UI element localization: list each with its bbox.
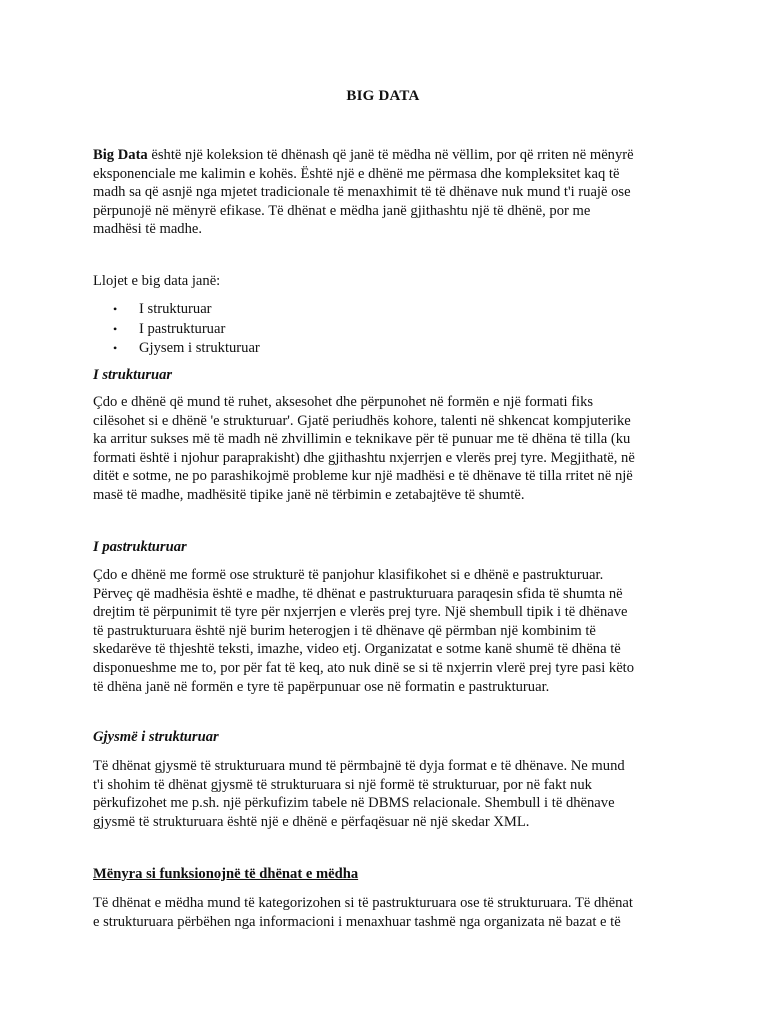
bullet-icon: • xyxy=(113,321,118,336)
document-page xyxy=(93,0,673,1024)
intro-line: është një koleksion të dhënash që janë të mëdha në vëllim, por që rriten në mënyrë xyxy=(147,147,634,163)
intro-line: përpunojë në mënyrë efikase. Të dhënat e mëdha janë gjithashtu një të dhënë, por me xyxy=(93,202,591,219)
section-heading-how-it-works: Mënyra si funksionojnë të dhënat e mëdha xyxy=(93,866,359,882)
page-title: BIG DATA xyxy=(346,88,420,104)
bullet-icon: • xyxy=(113,341,118,355)
unstructured-line: skedarëve të thjeshtë teksti, imazhe, video etj. Organizatat e sotme kanë shumë të dhëna të xyxy=(93,641,621,658)
intro-line: madh sa që asnjë nga mjetet tradicionale të menaxhimit të të dhënave nuk mund t'i ruajë ose xyxy=(93,184,631,201)
bullet-icon: • xyxy=(113,302,118,316)
unstructured-line: Përveç që madhësia është e madhe, të dhënat e pastrukturuara paraqesin sfida të shumta në xyxy=(93,585,623,602)
list-item-label: I strukturuar xyxy=(139,301,212,317)
unstructured-line: Çdo e dhënë me formë ose strukturë të panjohur klasifikohet si e dhënë e pastrukturuar. xyxy=(93,567,604,583)
intro-lead-bold: Big Data xyxy=(93,147,148,163)
list-item-label: I pastrukturuar xyxy=(139,320,226,337)
intro-paragraph xyxy=(93,146,671,239)
list-item xyxy=(113,339,260,359)
structured-line: formati është i njohur paraprakisht) dhe gjithashtu nxjerrjen e vlerës prej tyre. Megjithatë, në xyxy=(93,449,635,466)
semi-line: Të dhënat gjysmë të strukturuara mund të përmbajnë të dyja format e të dhënave. Ne mund xyxy=(93,758,625,774)
section-heading-structured: I strukturuar xyxy=(93,367,173,383)
how-line: e strukturuara përbëhen nga informacioni i menaxhuar tashmë nga organizata në bazat e të xyxy=(93,913,621,930)
semi-structured-paragraph xyxy=(93,757,671,831)
structured-line: Çdo e dhënë që mund të ruhet, aksesohet dhe përpunohet në formën e një formati fiks xyxy=(93,394,594,410)
list-item-label: Gjysem i strukturuar xyxy=(139,340,260,356)
structured-line: masë të madhe, madhësitë tipike janë në tërbimin e zetabajtëve të shumtë. xyxy=(93,486,525,503)
section-heading-unstructured: I pastrukturuar xyxy=(93,539,187,555)
list-item xyxy=(113,300,260,320)
types-intro: Llojet e big data janë: xyxy=(93,273,221,289)
unstructured-line: të pastrukturuara është një burim heterogjen i të dhënave që përmban një kombinim të xyxy=(93,622,596,639)
structured-line: ditët e sotme, ne po parashikojmë probleme kur një madhësi e të dhënave të tilla rritet në një xyxy=(93,468,633,485)
how-line: Të dhënat e mëdha mund të kategorizohen si të pastrukturuara ose të strukturuara. Të dhënat xyxy=(93,895,633,911)
types-list xyxy=(113,300,260,359)
intro-line: madhësi të madhe. xyxy=(93,221,203,238)
unstructured-paragraph xyxy=(93,566,671,696)
unstructured-line: disponueshme me to, por për fat të keq, ato nuk dinë se si të nxjerrin vlerë prej tyre pasi këto xyxy=(93,659,635,676)
semi-line: përkufizohet me p.sh. një përkufizim tabele në DBMS relacionale. Shembull i të dhënave xyxy=(93,795,615,812)
semi-line: t'i shohim të dhënat gjysmë të strukturuara si një formë të strukturuar, por në fakt nuk xyxy=(93,776,592,793)
unstructured-line: të dhëna janë në formën e tyre të papërpunuar ose në formatin e pastrukturuar. xyxy=(93,678,550,695)
how-it-works-paragraph xyxy=(93,894,671,931)
semi-line: gjysmë të strukturuara është një e dhënë e përfaqësuar në një skedar XML. xyxy=(93,813,530,830)
structured-paragraph xyxy=(93,393,671,505)
section-heading-semi-structured: Gjysmë i strukturuar xyxy=(93,729,219,745)
structured-line: cilësohet si e dhënë 'e strukturuar'. Gjatë periudhës kohore, talenti në shkencat kompjuterike xyxy=(93,412,631,429)
unstructured-line: drejtim të përpunimit të tyre për nxjerrjen e vlerës prej tyre. Një shembull tipik i të dhënave xyxy=(93,604,628,621)
intro-line: eksponenciale me kalimin e kohës. Është një e dhënë me përmasa dhe kompleksitet kaq të xyxy=(93,165,620,182)
list-item xyxy=(113,320,260,340)
structured-line: ka arritur sukses më të madh në zhvillimin e teknikave për të punuar me të dhëna të tilla (ku xyxy=(93,431,631,448)
